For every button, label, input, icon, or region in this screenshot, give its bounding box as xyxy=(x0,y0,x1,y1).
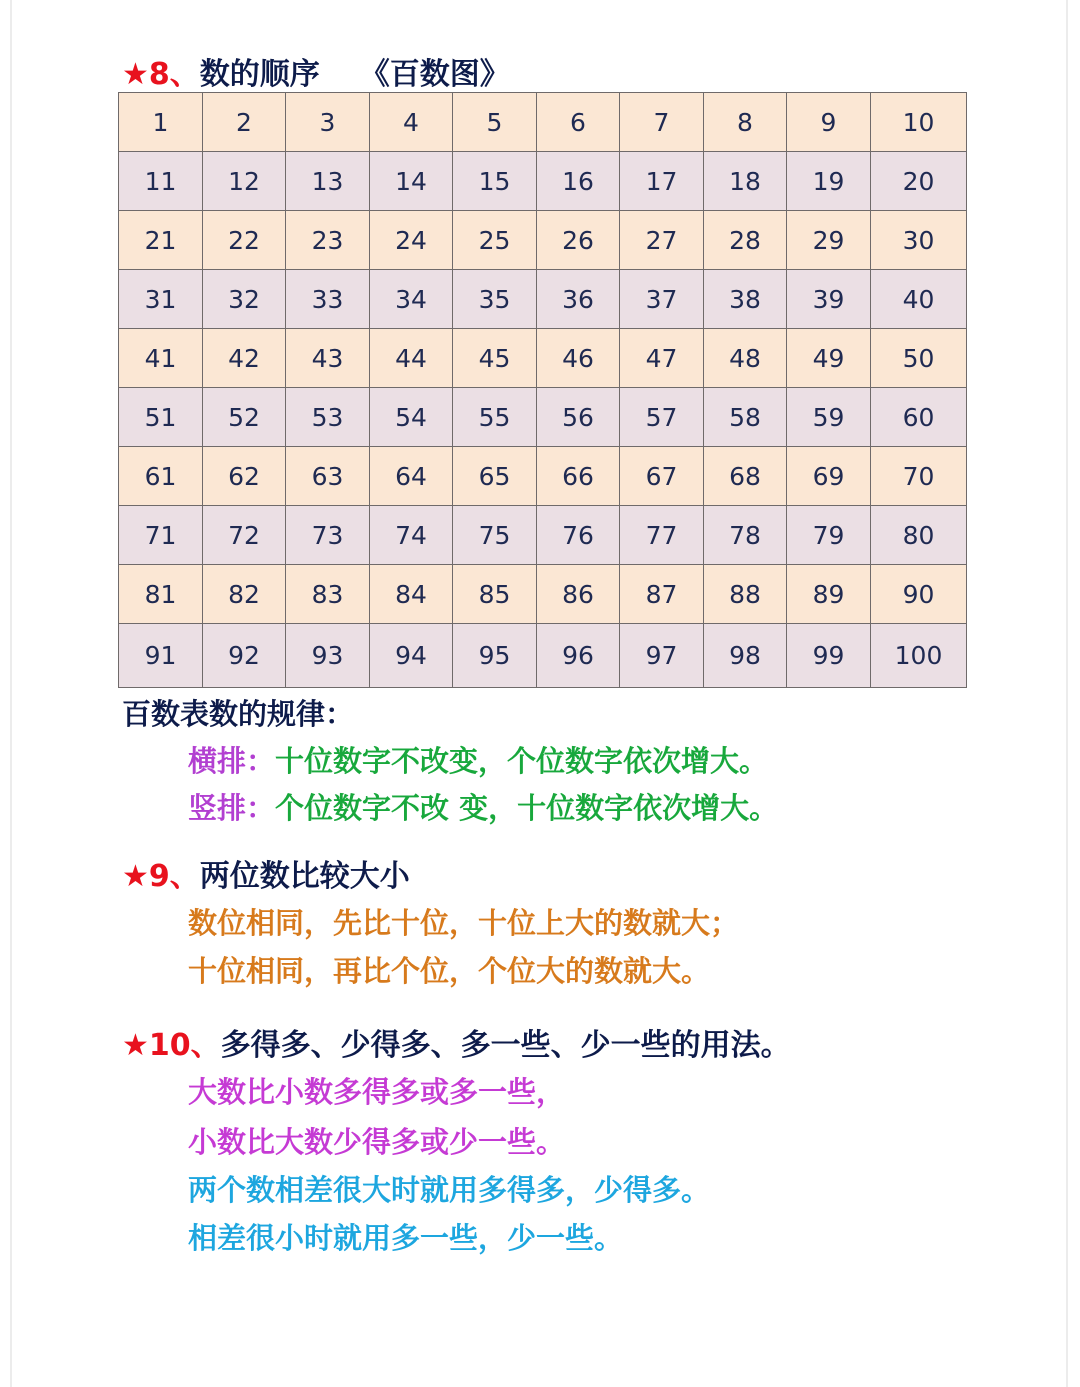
table-cell: 26 xyxy=(537,211,620,270)
table-cell: 27 xyxy=(620,211,704,270)
section-9-line-1: 数位相同，先比十位，十位上大的数就大； xyxy=(188,906,740,940)
table-cell: 19 xyxy=(787,152,871,211)
section-8-marker: ★8、 xyxy=(122,57,200,92)
table-cell: 39 xyxy=(787,270,871,329)
vertical-rule xyxy=(188,791,779,825)
table-cell: 61 xyxy=(119,447,203,506)
table-cell: 2 xyxy=(203,93,286,152)
table-cell: 41 xyxy=(119,329,203,388)
page-left-edge xyxy=(10,0,12,1387)
section-9-title: 两位数比较大小 xyxy=(199,859,410,894)
table-cell: 21 xyxy=(119,211,203,270)
table-cell: 76 xyxy=(537,506,620,565)
table-cell: 91 xyxy=(119,624,203,688)
table-cell: 75 xyxy=(453,506,537,565)
table-cell: 29 xyxy=(787,211,871,270)
table-cell: 64 xyxy=(370,447,453,506)
section-10-title: 多得多、少得多、多一些、少一些的用法。 xyxy=(220,1028,791,1063)
table-cell: 30 xyxy=(871,211,967,270)
rules-heading: 百数表数的规律： xyxy=(122,697,355,731)
section-9-line-2: 十位相同，再比个位，个位大的数就大。 xyxy=(188,954,711,988)
table-cell: 69 xyxy=(787,447,871,506)
table-cell: 56 xyxy=(537,388,620,447)
table-cell: 18 xyxy=(704,152,787,211)
table-cell: 77 xyxy=(620,506,704,565)
table-cell: 46 xyxy=(537,329,620,388)
vertical-rule-label: 竖排： xyxy=(188,791,276,825)
table-cell: 94 xyxy=(370,624,453,688)
table-cell: 67 xyxy=(620,447,704,506)
table-cell: 63 xyxy=(286,447,370,506)
table-cell: 99 xyxy=(787,624,871,688)
table-cell: 96 xyxy=(537,624,620,688)
table-cell: 32 xyxy=(203,270,286,329)
hundred-chart-table xyxy=(118,92,967,688)
horizontal-rule-label: 横排： xyxy=(188,744,276,778)
section-10-line-1: 大数比小数多得多或多一些， xyxy=(188,1075,566,1109)
table-cell: 23 xyxy=(286,211,370,270)
table-cell: 11 xyxy=(119,152,203,211)
table-cell: 54 xyxy=(370,388,453,447)
table-cell: 88 xyxy=(704,565,787,624)
table-row xyxy=(119,388,967,447)
table-cell: 6 xyxy=(537,93,620,152)
section-9-marker: ★9、 xyxy=(122,859,200,894)
table-cell: 55 xyxy=(453,388,537,447)
table-cell: 42 xyxy=(203,329,286,388)
horizontal-rule xyxy=(188,744,769,778)
table-cell: 53 xyxy=(286,388,370,447)
table-cell: 17 xyxy=(620,152,704,211)
table-cell: 48 xyxy=(704,329,787,388)
table-cell: 24 xyxy=(370,211,453,270)
table-cell: 86 xyxy=(537,565,620,624)
table-cell: 45 xyxy=(453,329,537,388)
page-right-edge xyxy=(1066,0,1068,1387)
table-cell: 50 xyxy=(871,329,967,388)
section-10-line-2: 小数比大数少得多或少一些。 xyxy=(188,1125,566,1159)
table-cell: 70 xyxy=(871,447,967,506)
table-cell: 51 xyxy=(119,388,203,447)
table-cell: 97 xyxy=(620,624,704,688)
table-cell: 22 xyxy=(203,211,286,270)
table-cell: 58 xyxy=(704,388,787,447)
table-cell: 62 xyxy=(203,447,286,506)
table-cell: 44 xyxy=(370,329,453,388)
table-cell: 95 xyxy=(453,624,537,688)
table-cell: 60 xyxy=(871,388,967,447)
table-cell: 83 xyxy=(286,565,370,624)
table-cell: 100 xyxy=(871,624,967,688)
table-row xyxy=(119,329,967,388)
table-cell: 81 xyxy=(119,565,203,624)
table-cell: 3 xyxy=(286,93,370,152)
table-cell: 66 xyxy=(537,447,620,506)
table-cell: 74 xyxy=(370,506,453,565)
table-cell: 65 xyxy=(453,447,537,506)
table-cell: 68 xyxy=(704,447,787,506)
table-row xyxy=(119,152,967,211)
table-cell: 8 xyxy=(704,93,787,152)
horizontal-rule-text: 十位数字不改变，个位数字依次增大。 xyxy=(275,744,769,778)
table-cell: 47 xyxy=(620,329,704,388)
table-cell: 71 xyxy=(119,506,203,565)
table-row xyxy=(119,93,967,152)
table-cell: 34 xyxy=(370,270,453,329)
section-9-heading xyxy=(122,859,410,894)
table-cell: 87 xyxy=(620,565,704,624)
section-10-marker: ★10、 xyxy=(122,1028,221,1063)
table-cell: 40 xyxy=(871,270,967,329)
table-cell: 82 xyxy=(203,565,286,624)
table-cell: 4 xyxy=(370,93,453,152)
table-cell: 14 xyxy=(370,152,453,211)
table-cell: 31 xyxy=(119,270,203,329)
table-cell: 33 xyxy=(286,270,370,329)
table-cell: 35 xyxy=(453,270,537,329)
table-cell: 13 xyxy=(286,152,370,211)
table-cell: 93 xyxy=(286,624,370,688)
table-cell: 80 xyxy=(871,506,967,565)
table-cell: 20 xyxy=(871,152,967,211)
table-cell: 89 xyxy=(787,565,871,624)
section-10-heading xyxy=(122,1028,791,1063)
table-cell: 38 xyxy=(704,270,787,329)
table-cell: 16 xyxy=(537,152,620,211)
table-cell: 12 xyxy=(203,152,286,211)
table-cell: 84 xyxy=(370,565,453,624)
section-10-line-4: 相差很小时就用多一些，少一些。 xyxy=(188,1221,624,1255)
table-cell: 36 xyxy=(537,270,620,329)
table-cell: 92 xyxy=(203,624,286,688)
table-cell: 98 xyxy=(704,624,787,688)
section-8-heading xyxy=(122,57,510,92)
table-cell: 15 xyxy=(453,152,537,211)
table-cell: 1 xyxy=(119,93,203,152)
table-row xyxy=(119,270,967,329)
table-cell: 90 xyxy=(871,565,967,624)
table-cell: 59 xyxy=(787,388,871,447)
table-cell: 7 xyxy=(620,93,704,152)
table-row xyxy=(119,447,967,506)
table-cell: 37 xyxy=(620,270,704,329)
vertical-rule-text: 个位数字不改 变，十位数字依次增大。 xyxy=(275,791,779,825)
table-cell: 5 xyxy=(453,93,537,152)
table-cell: 79 xyxy=(787,506,871,565)
table-row xyxy=(119,506,967,565)
table-cell: 57 xyxy=(620,388,704,447)
table-cell: 52 xyxy=(203,388,286,447)
section-8-subtitle: 《百数图》 xyxy=(359,57,510,92)
table-cell: 10 xyxy=(871,93,967,152)
table-cell: 49 xyxy=(787,329,871,388)
table-row xyxy=(119,565,967,624)
table-cell: 73 xyxy=(286,506,370,565)
table-row xyxy=(119,211,967,270)
table-cell: 85 xyxy=(453,565,537,624)
table-cell: 25 xyxy=(453,211,537,270)
table-cell: 9 xyxy=(787,93,871,152)
section-10-line-3: 两个数相差很大时就用多得多，少得多。 xyxy=(188,1173,711,1207)
table-cell: 72 xyxy=(203,506,286,565)
table-cell: 43 xyxy=(286,329,370,388)
table-cell: 28 xyxy=(704,211,787,270)
table-cell: 78 xyxy=(704,506,787,565)
table-row xyxy=(119,624,967,688)
section-8-title: 数的顺序 xyxy=(199,57,320,92)
